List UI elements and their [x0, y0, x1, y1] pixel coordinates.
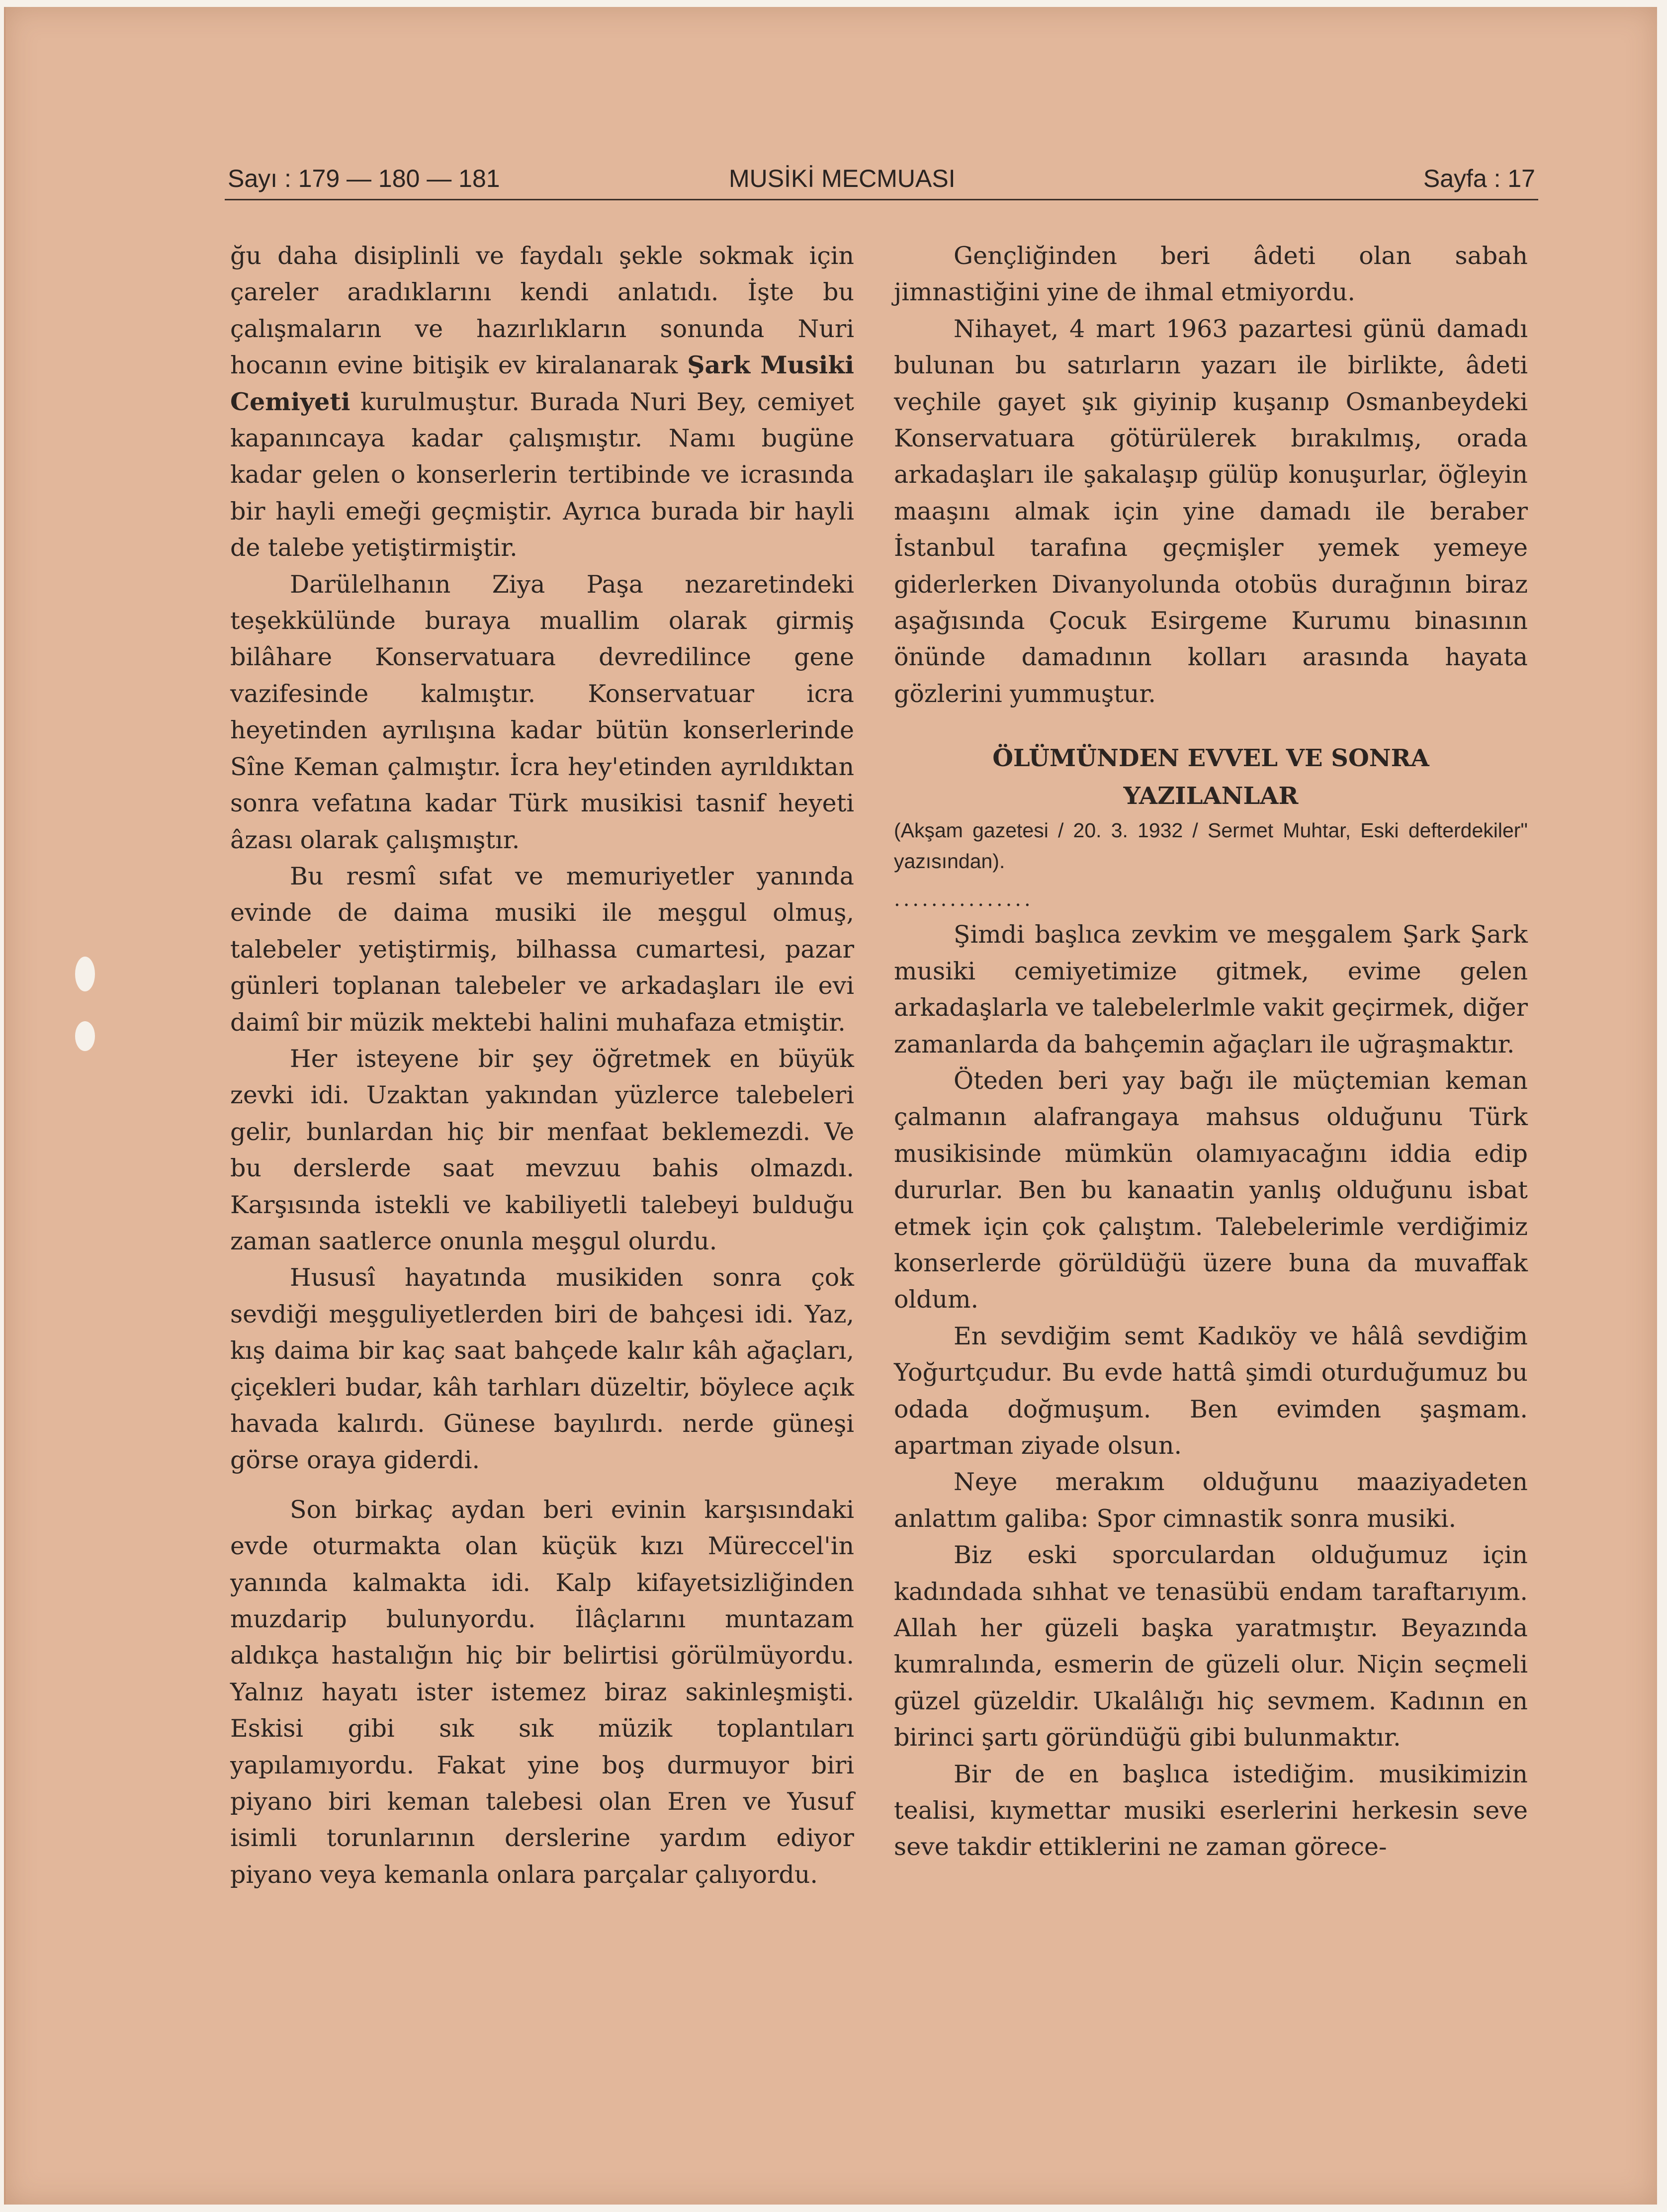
- paragraph: Neye merakım olduğunu maaziyadeten anlattım galiba: Spor cimnastik sonra musiki.: [894, 1468, 1528, 1533]
- page-number: Sayfa : 17: [1423, 165, 1535, 192]
- paragraph-text: ğu daha disiplinli ve faydalı şekle sokmak için çareler aradıklarını kendi anlatıdı. İşte bu çalışmaların ve hazırlıkların sonunda Nuri hocanın evine bitişik ev kiralanarak: [230, 242, 854, 380]
- paragraph-text: kurulmuştur. Burada Nuri Bey, cemiyet kapanıncaya kadar çalışmıştır. Namı bugüne kadar gelen o konserlerin tertibinde ve icrasında bir hayli emeği geçmiştir. Ayrıca burada bir hayli de talebe yetiştirmiştir.: [230, 387, 854, 562]
- paragraph: Şimdi başlıca zevkim ve meşgalem Şark Şark musiki cemiyetimize gitmek, evime gelen arkadaşlarla ve talebelerlmle vakit geçirmek, diğer zamanlarda da bahçemin ağaçları ile uğraşmaktır.: [894, 920, 1528, 1059]
- paragraph: Öteden beri yay bağı ile müçtemian keman çalmanın alafrangaya mahsus olduğunu Türk musikisinde mümkün olamıyacağını iddia edip dururlar. Ben bu kanaatin yanlış olduğunu isbat etmek için çok çalıştım. Talebelerimle verdiğimiz konserlerde görüldüğü üzere buna da muvaffak oldum.: [894, 1066, 1528, 1314]
- ellipsis-separator: ...............: [894, 888, 1034, 911]
- right-column: [894, 238, 1528, 1865]
- paper-tear-mark: [75, 957, 95, 991]
- paragraph: Bir de en başlıca istediğim. musikimizin tealisi, kıymettar musiki eserlerini herkesin seve seve takdir ettiklerini ne zaman görece-: [894, 1760, 1528, 1861]
- paragraph: Biz eski sporculardan olduğumuz için kadındada sıhhat ve tenasübü endam taraftarıyım. Allah her güzeli başka yaratmıştır. Beyazında kumralında, esmerin de güzeli olur. Niçin seçmeli güzel güzeldir. Ukalâlığı hiç sevmem. Kadının en birinci şartı göründüğü gibi bulunmaktır.: [894, 1541, 1528, 1752]
- source-citation: (Akşam gazetesi / 20. 3. 1932 / Sermet Muhtar, Eski defterdekiler" yazısından).: [894, 819, 1528, 873]
- paragraph: [230, 238, 854, 566]
- paragraph: Her isteyene bir şey öğretmek en büyük zevki idi. Uzaktan yakından yüzlerce talebeleri gelir, bunlardan hiç bir menfaat beklemezdi. Ve bu derslerde saat mevzuu bahis olmazdı. Karşısında istekli ve kabiliyetli talebeyi bulduğu zaman saatlerce onunla meşgul olurdu.: [230, 1044, 854, 1255]
- left-column: [230, 238, 854, 1893]
- paragraph: Son birkaç aydan beri evinin karşısındaki evde oturmakta olan küçük kızı Müreccel'in yanında kalmakta idi. Kalp kifayetsizliğinden muzdarip bulunyordu. İlâçlarını muntazam aldıkça hastalığın hiç bir belirtisi görülmüyordu. Yalnız hayatı ister istemez biraz sakinleşmişti. Eskisi gibi sık sık müzik toplantıları yapılamıyordu. Fakat yine boş durmuyor biri piyano biri keman talebesi olan Eren ve Yusuf isimli torunlarının derslerine yardım ediyor piyano veya kemanla onlara parçalar çalıyordu.: [230, 1495, 854, 1889]
- header-rule: [225, 199, 1538, 200]
- section-heading-line: YAZILANLAR: [1123, 782, 1299, 810]
- paragraph: En sevdiğim semt Kadıköy ve hâlâ sevdiğim Yoğurtçudur. Bu evde hattâ şimdi oturduğumuz bu odada doğmuşum. Ben evimden şaşmam. apartman ziyade olsun.: [894, 1322, 1528, 1460]
- paragraph: Hususî hayatında musikiden sonra çok sevdiği meşguliyetlerden biri de bahçesi idi. Yaz, kış daima bir kaç saat bahçede kalır kâh ağaçları, çiçekleri budar, kâh tarhları düzeltir, böylece açık havada kalırdı. Günese bayılırdı. nerde güneşi görse oraya giderdi.: [230, 1263, 854, 1475]
- paper-tear-mark: [75, 1021, 95, 1051]
- society-name: Şark Musiki Cemiyeti: [230, 351, 854, 416]
- paragraph: Bu resmî sıfat ve memuriyetler yanında evinde de daima musiki ile meşgul olmuş, talebeler yetiştirmiş, bilhassa cumartesi, pazar günleri toplanan talebeler ve arkadaşları ile evi daimî bir müzik mektebi halini muhafaza etmiştir.: [230, 862, 854, 1037]
- section-heading-line: ÖLÜMÜNDEN EVVEL VE SONRA: [992, 744, 1429, 773]
- paragraph: Nihayet, 4 mart 1963 pazartesi günü damadı bulunan bu satırların yazarı ile birlikte, âdeti veçhile gayet şık giyinip kuşanıp Osmanbeydeki Konservatuara götürülerek bırakılmış, orada arkadaşları ile şakalaşıp gülüp konuşurlar, öğleyin maaşını almak için yine damadı ile beraber İstanbul tarafına geçmişler yemek yemeye giderlerken Divanyolunda otobüs durağının biraz aşağısında Çocuk Esirgeme Kurumu binasının önünde damadının kolları arasında hayata gözlerini yummuştur.: [894, 314, 1528, 708]
- paragraph: Gençliğinden beri âdeti olan sabah jimnastiğini yine de ihmal etmiyordu.: [894, 242, 1528, 307]
- section-heading: [894, 739, 1528, 815]
- issue-number: Sayı : 179 — 180 — 181: [228, 165, 500, 192]
- magazine-title: MUSİKİ MECMUASI: [729, 165, 956, 192]
- paragraph: Darülelhanın Ziya Paşa nezaretindeki teşekkülünde buraya muallim olarak girmiş bilâhare Konservatuara devredilince gene vazifesinde kalmıştır. Konservatuar icra heyetinden ayrılışına kadar bütün konserlerinde Sîne Keman çalmıştır. İcra hey'etinden ayrıldıktan sonra vefatına kadar Türk musikisi tasnif heyeti âzası olarak çalışmıştır.: [230, 570, 854, 854]
- running-header: [228, 164, 1535, 197]
